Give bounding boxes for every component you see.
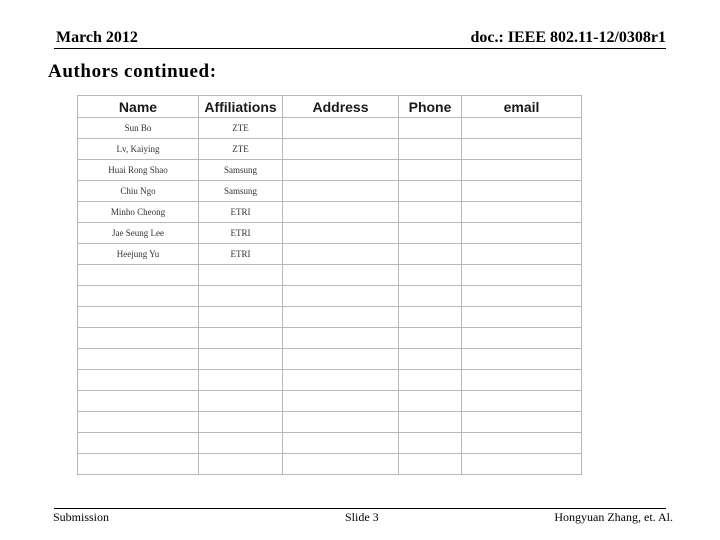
cell-address [283,139,399,160]
cell-address [283,286,399,307]
table-row [78,223,582,244]
table-row [78,202,582,223]
authors-table [77,95,582,475]
cell-phone [399,454,462,475]
cell-email [462,433,582,454]
cell-email [462,307,582,328]
cell-name [78,265,199,286]
cell-name [78,328,199,349]
cell-affiliation [199,391,283,412]
cell-email [462,286,582,307]
cell-address [283,160,399,181]
cell-email [462,118,582,139]
cell-address [283,244,399,265]
cell-email [462,181,582,202]
cell-phone [399,118,462,139]
footer-submission: Submission [53,510,110,524]
cell-phone [399,223,462,244]
header-doc-id: doc.: IEEE 802.11-12/0308r1 [470,29,666,46]
cell-email [462,202,582,223]
cell-email [462,454,582,475]
cell-affiliation: Samsung [199,160,283,181]
cell-phone [399,139,462,160]
cell-email [462,244,582,265]
cell-affiliation [199,328,283,349]
cell-name: Heejung Yu [78,244,199,265]
table-row [78,160,582,181]
cell-address [283,118,399,139]
table-header-row [78,96,582,118]
cell-phone [399,412,462,433]
table-row [78,391,582,412]
cell-address [283,433,399,454]
cell-name: Huai Rong Shao [78,160,199,181]
cell-email [462,328,582,349]
table-row [78,433,582,454]
cell-affiliation: ZTE [199,139,283,160]
column-header-email: email [462,96,582,118]
footer-slide-number: Slide 3 [345,510,379,524]
cell-address [283,412,399,433]
table-row [78,118,582,139]
cell-phone [399,265,462,286]
cell-name [78,412,199,433]
cell-phone [399,349,462,370]
cell-name [78,391,199,412]
cell-address [283,349,399,370]
cell-affiliation: ETRI [199,202,283,223]
table-row [78,181,582,202]
footer-author: Hongyuan Zhang, et. Al. [554,510,673,524]
table-row [78,265,582,286]
cell-affiliation [199,265,283,286]
cell-phone [399,160,462,181]
cell-address [283,370,399,391]
cell-affiliation [199,286,283,307]
cell-name [78,349,199,370]
cell-name: Chiu Ngo [78,181,199,202]
cell-address [283,391,399,412]
cell-phone [399,244,462,265]
cell-affiliation: ZTE [199,118,283,139]
table-row [78,139,582,160]
table-row [78,370,582,391]
slide-title: Authors continued: [48,61,217,82]
cell-email [462,139,582,160]
cell-phone [399,307,462,328]
table-row [78,328,582,349]
cell-email [462,370,582,391]
cell-name [78,454,199,475]
cell-phone [399,286,462,307]
authors-table-container [77,95,581,475]
table-body [78,118,582,475]
cell-email [462,391,582,412]
cell-email [462,349,582,370]
cell-affiliation [199,454,283,475]
cell-affiliation [199,349,283,370]
table-row [78,286,582,307]
cell-address [283,181,399,202]
table-row [78,454,582,475]
cell-phone [399,181,462,202]
cell-email [462,223,582,244]
cell-affiliation: ETRI [199,244,283,265]
cell-phone [399,370,462,391]
cell-email [462,412,582,433]
cell-email [462,265,582,286]
cell-address [283,265,399,286]
cell-name [78,433,199,454]
cell-name: Minho Cheong [78,202,199,223]
column-header-name: Name [78,96,199,118]
cell-affiliation [199,433,283,454]
cell-address [283,307,399,328]
table-row [78,349,582,370]
header-date: March 2012 [56,29,138,46]
cell-address [283,328,399,349]
cell-name [78,307,199,328]
cell-phone [399,328,462,349]
column-header-affiliations: Affiliations [199,96,283,118]
cell-address [283,202,399,223]
column-header-address: Address [283,96,399,118]
cell-affiliation: ETRI [199,223,283,244]
cell-affiliation [199,370,283,391]
cell-affiliation [199,412,283,433]
cell-name [78,286,199,307]
cell-name: Jae Seung Lee [78,223,199,244]
cell-affiliation: Samsung [199,181,283,202]
cell-phone [399,391,462,412]
column-header-phone: Phone [399,96,462,118]
cell-phone [399,202,462,223]
table-row [78,412,582,433]
cell-affiliation [199,307,283,328]
cell-name: Sun Bo [78,118,199,139]
table-row [78,244,582,265]
cell-address [283,223,399,244]
header-divider [54,48,666,49]
table-row [78,307,582,328]
cell-email [462,160,582,181]
cell-phone [399,433,462,454]
cell-name: Lv, Kaiying [78,139,199,160]
cell-name [78,370,199,391]
footer-divider [54,508,666,509]
cell-address [283,454,399,475]
